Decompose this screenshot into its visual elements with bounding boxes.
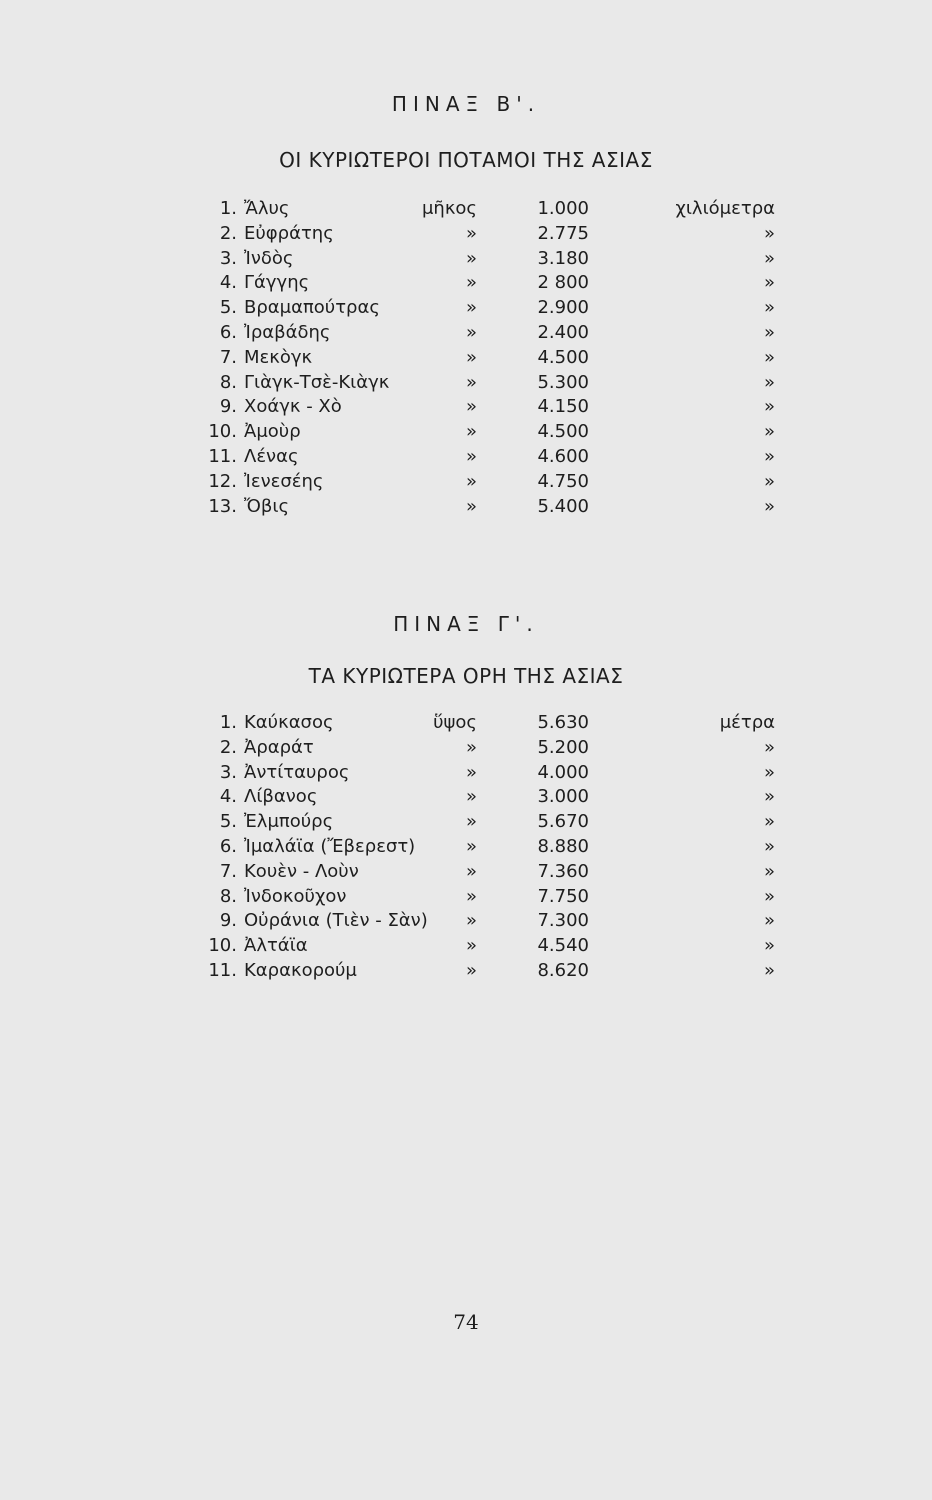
row-quantity: » — [465, 736, 477, 758]
row-name: Κουὲν - Λοὺν — [244, 860, 359, 882]
row-name: Γάγγης — [244, 272, 310, 294]
row-unit: χιλιόμετρα — [675, 198, 775, 219]
row-value: 4.500 — [537, 346, 589, 368]
table-row — [0, 910, 932, 935]
row-quantity: » — [465, 396, 477, 418]
row-number: 11. — [208, 960, 237, 981]
row-value: 3.000 — [537, 786, 589, 808]
row-value: 4.000 — [537, 761, 589, 783]
row-value: 4.540 — [537, 935, 589, 957]
row-value: 7.300 — [537, 910, 589, 932]
row-number: 5. — [219, 811, 237, 833]
row-quantity: » — [465, 346, 477, 368]
row-name: Λίβανος — [244, 786, 318, 808]
row-name: Βραμαπούτρας — [244, 297, 380, 319]
row-value: 5.400 — [537, 495, 589, 517]
row-name: Ἰμαλάϊα (Ἔβερεστ) — [244, 836, 416, 857]
row-quantity: » — [465, 470, 477, 492]
row-unit: » — [763, 396, 775, 418]
row-unit: » — [763, 786, 775, 808]
row-quantity: » — [465, 960, 477, 981]
row-unit: » — [763, 346, 775, 368]
table-row — [0, 836, 932, 861]
row-quantity: » — [465, 247, 477, 269]
table-row — [0, 762, 932, 787]
row-unit: » — [763, 272, 775, 294]
row-name: Εὐφράτης — [244, 222, 334, 244]
row-quantity: » — [465, 322, 477, 343]
row-name: Χοάγκ - Χὸ — [244, 396, 342, 418]
table-row — [0, 322, 932, 347]
row-value: 5.670 — [537, 811, 589, 833]
row-number: 8. — [219, 885, 237, 907]
row-value: 2.900 — [537, 297, 589, 319]
row-number: 7. — [219, 860, 237, 882]
row-unit: » — [763, 960, 775, 981]
row-number: 12. — [208, 470, 237, 492]
table-row — [0, 248, 932, 273]
row-unit: » — [763, 885, 775, 907]
row-value: 4.750 — [537, 470, 589, 492]
row-unit: » — [763, 297, 775, 319]
row-quantity: » — [465, 860, 477, 882]
row-quantity: » — [465, 836, 477, 857]
row-quantity: ὕψος — [433, 712, 477, 733]
row-value: 5.200 — [537, 736, 589, 758]
row-unit: » — [763, 247, 775, 269]
table-c-title: ΤΑ ΚΥΡΙΩΤΕΡΑ ΟΡΗ ΤΗΣ ΑΣΙΑΣ — [308, 664, 624, 688]
row-name: Ἀλτάϊα — [244, 935, 308, 957]
table-row — [0, 446, 932, 471]
page-number: 74 — [453, 1310, 479, 1334]
row-quantity: » — [465, 222, 477, 244]
table-b-title: ΟΙ ΚΥΡΙΩΤΕΡΟΙ ΠΟΤΑΜΟΙ ΤΗΣ ΑΣΙΑΣ — [279, 148, 653, 172]
row-name: Ἐλμπούρς — [244, 811, 334, 833]
table-row — [0, 347, 932, 372]
row-number: 1. — [219, 198, 237, 219]
row-number: 8. — [219, 371, 237, 393]
row-unit: » — [763, 811, 775, 833]
table-row — [0, 297, 932, 322]
row-value: 7.360 — [537, 860, 589, 882]
row-name: Ἄλυς — [244, 198, 290, 219]
row-name: Μεκὸγκ — [244, 346, 313, 368]
row-unit: μέτρα — [719, 712, 775, 733]
table-row — [0, 960, 932, 985]
table-row — [0, 471, 932, 496]
row-value: 3.180 — [537, 247, 589, 269]
row-number: 4. — [219, 786, 237, 808]
row-number: 3. — [219, 247, 237, 269]
row-name: Ἀμοὺρ — [244, 421, 301, 443]
row-number: 11. — [208, 446, 237, 467]
row-number: 3. — [219, 761, 237, 783]
row-value: 2.400 — [537, 322, 589, 343]
row-quantity: » — [465, 910, 477, 932]
row-unit: » — [763, 736, 775, 758]
row-quantity: μῆκος — [421, 198, 477, 219]
row-number: 6. — [219, 836, 237, 857]
row-unit: » — [763, 446, 775, 467]
row-quantity: » — [465, 421, 477, 443]
row-name: Ἰνδοκοῦχον — [244, 885, 347, 907]
row-value: 4.500 — [537, 421, 589, 443]
row-number: 2. — [219, 222, 237, 244]
table-b-heading: ΠΙΝΑΞ Β'. — [391, 92, 541, 116]
row-unit: » — [763, 910, 775, 932]
row-unit: » — [763, 761, 775, 783]
row-quantity: » — [465, 446, 477, 467]
table-row — [0, 712, 932, 737]
row-number: 9. — [219, 910, 237, 932]
row-quantity: » — [465, 935, 477, 957]
row-unit: » — [763, 935, 775, 957]
row-number: 10. — [208, 935, 237, 957]
row-name: Ἰραβάδης — [244, 322, 331, 343]
table-row — [0, 861, 932, 886]
row-value: 1.000 — [537, 198, 589, 219]
row-name: Ἀντίταυρος — [244, 761, 350, 783]
table-row — [0, 372, 932, 397]
row-quantity: » — [465, 272, 477, 294]
row-name: Ἰνδὸς — [244, 247, 294, 269]
row-number: 13. — [208, 495, 237, 517]
row-quantity: » — [465, 297, 477, 319]
table-row — [0, 811, 932, 836]
row-value: 8.620 — [537, 960, 589, 981]
table-row — [0, 198, 932, 223]
row-name: Οὐράνια (Τιὲν - Σὰν) — [244, 910, 428, 932]
row-value: 4.150 — [537, 396, 589, 418]
row-value: 7.750 — [537, 885, 589, 907]
table-row — [0, 496, 932, 521]
row-number: 10. — [208, 421, 237, 443]
row-name: Λένας — [244, 446, 299, 467]
row-quantity: » — [465, 495, 477, 517]
row-name: Καύκασος — [244, 712, 334, 733]
row-value: 5.300 — [537, 371, 589, 393]
table-row — [0, 786, 932, 811]
row-name: Ἀραράτ — [244, 736, 314, 758]
row-value: 8.880 — [537, 836, 589, 857]
row-quantity: » — [465, 371, 477, 393]
table-c-heading: ΠΙΝΑΞ Γ'. — [393, 612, 539, 636]
row-value: 4.600 — [537, 446, 589, 467]
row-name: Καρακορούμ — [244, 960, 357, 981]
row-unit: » — [763, 860, 775, 882]
table-row — [0, 737, 932, 762]
row-quantity: » — [465, 786, 477, 808]
table-row — [0, 272, 932, 297]
row-number: 1. — [219, 712, 237, 733]
row-number: 6. — [219, 322, 237, 343]
row-value: 2.775 — [537, 222, 589, 244]
row-value: 5.630 — [537, 712, 589, 733]
row-quantity: » — [465, 811, 477, 833]
row-value: 2 800 — [537, 272, 589, 294]
row-number: 5. — [219, 297, 237, 319]
table-row — [0, 421, 932, 446]
table-row — [0, 396, 932, 421]
row-unit: » — [763, 222, 775, 244]
row-number: 9. — [219, 396, 237, 418]
row-unit: » — [763, 836, 775, 857]
row-quantity: » — [465, 885, 477, 907]
row-name: Ἰενεσέης — [244, 470, 324, 492]
row-unit: » — [763, 322, 775, 343]
row-unit: » — [763, 421, 775, 443]
row-number: 7. — [219, 346, 237, 368]
table-row — [0, 223, 932, 248]
table-row — [0, 935, 932, 960]
row-unit: » — [763, 470, 775, 492]
row-unit: » — [763, 371, 775, 393]
row-name: Γιὰγκ-Τσὲ-Κιὰγκ — [244, 371, 390, 393]
row-quantity: » — [465, 761, 477, 783]
table-row — [0, 886, 932, 911]
row-number: 4. — [219, 272, 237, 294]
row-unit: » — [763, 495, 775, 517]
row-number: 2. — [219, 736, 237, 758]
row-name: Ὄβις — [244, 495, 290, 517]
